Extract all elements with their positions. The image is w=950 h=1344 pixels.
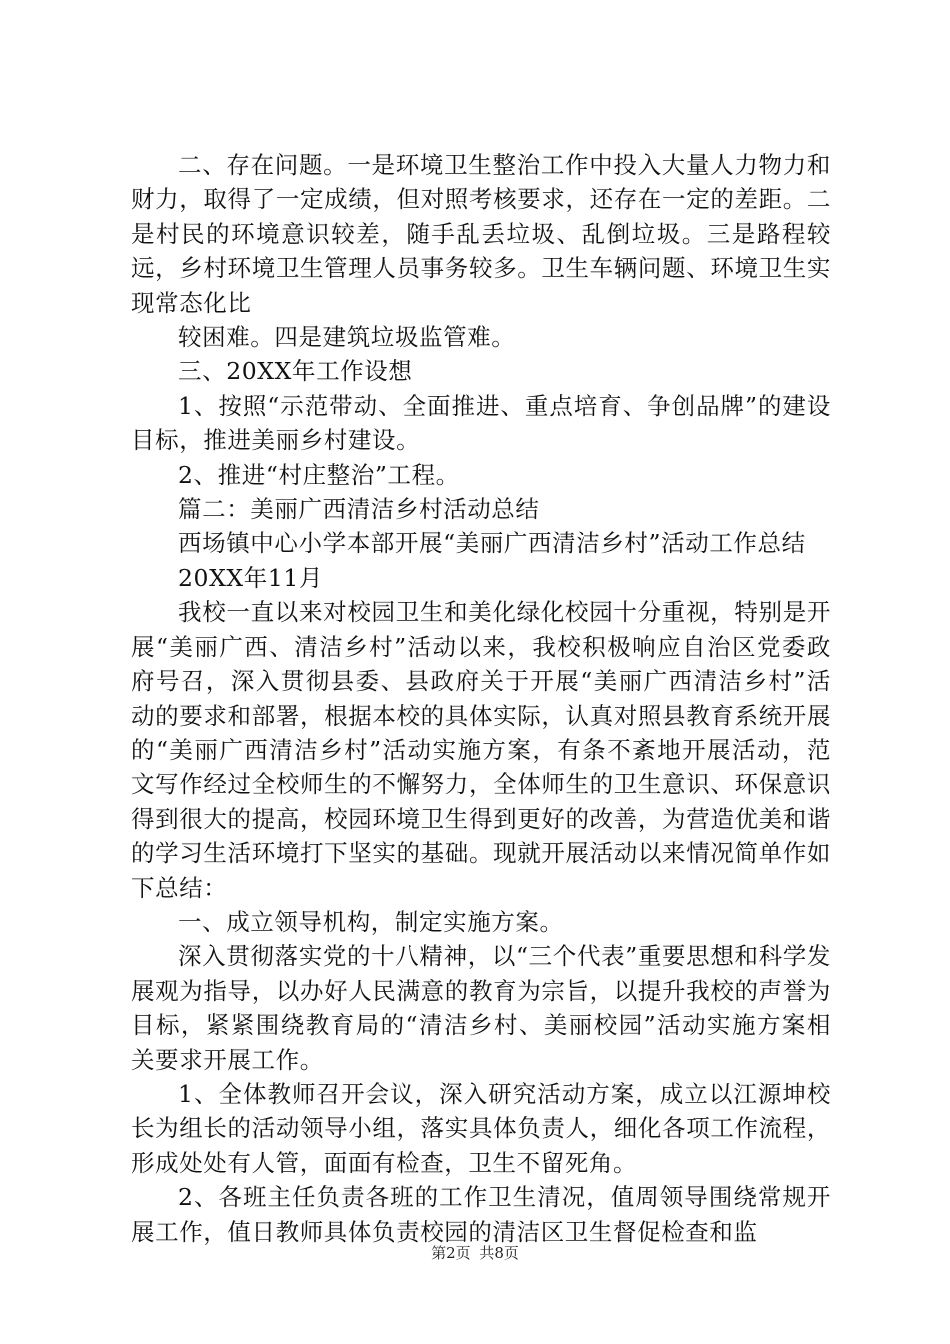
page-number: 第2页 bbox=[431, 1244, 471, 1262]
article-date: 20XX年11月 bbox=[178, 563, 324, 592]
paragraph-problems-continued: 较困难。四是建筑垃圾监管难。 bbox=[178, 323, 516, 352]
paragraph-plan-item-1: 1、按照“示范带动、全面推进、重点培育、争创品牌”的建设目标，推进美丽乡村建设。 bbox=[131, 391, 831, 455]
paragraph-problems: 二、存在问题。一是环境卫生整治工作中投入大量人力物力和财力，取得了一定成绩，但对照考核要求，还存在一定的差距。二是村民的环境意识较差，随手乱丢垃圾、乱倒垃圾。三是路程较远，乡村环境卫生管理人员事务较多。卫生车辆问题、环境卫生实现常态化比 bbox=[131, 151, 831, 317]
paragraph-guiding-principle: 深入贯彻落实党的十八精神，以“三个代表”重要思想和科学发展观为指导，以办好人民满意的教育为宗旨，以提升我校的声誉为目标，紧紧围绕教育局的“清洁乡村、美丽校园”活动实施方案相关要求开展工作。 bbox=[131, 942, 831, 1074]
heading-work-plan: 三、20XX年工作设想 bbox=[178, 357, 413, 386]
paragraph-measure-2: 2、各班主任负责各班的工作卫生清况，值周领导围绕常规开展工作，值日教师具体负责校园的清洁区卫生督促检查和监 bbox=[131, 1183, 831, 1246]
paragraph-plan-item-2: 2、推进“村庄整治”工程。 bbox=[178, 460, 460, 489]
page-total: 共8页 bbox=[479, 1244, 519, 1262]
document-body bbox=[131, 148, 831, 1249]
paragraph-measure-1: 1、全体教师召开会议，深入研究活动方案，成立以江源坤校长为组长的活动领导小组，落实具体负责人，细化各项工作流程，形成处处有人管，面面有检查，卫生不留死角。 bbox=[131, 1079, 831, 1177]
paragraph-introduction: 我校一直以来对校园卫生和美化绿化校园十分重视，特别是开展“美丽广西、清洁乡村”活动以来，我校积极响应自治区党委政府号召，深入贯彻县委、县政府关于开展“美丽广西清洁乡村”活动的要求和部署，根据本校的具体实际，认真对照县教育系统开展的“美丽广西清洁乡村”活动实施方案，有条不紊地开展活动，范文写作经过全校师生的不懈努力，全体师生的卫生意识、环保意识得到很大的提高，校园环境卫生得到更好的改善，为营造优美和谐的学习生活环境打下坚实的基础。现就开展活动以来情况简单作如下总结： bbox=[131, 598, 831, 902]
heading-leadership: 一、成立领导机构，制定实施方案。 bbox=[178, 907, 564, 936]
article-title: 西场镇中心小学本部开展“美丽广西清洁乡村”活动工作总结 bbox=[178, 529, 806, 558]
heading-article-two: 篇二：美丽广西清洁乡村活动总结 bbox=[178, 495, 540, 524]
page-footer bbox=[0, 1243, 950, 1263]
